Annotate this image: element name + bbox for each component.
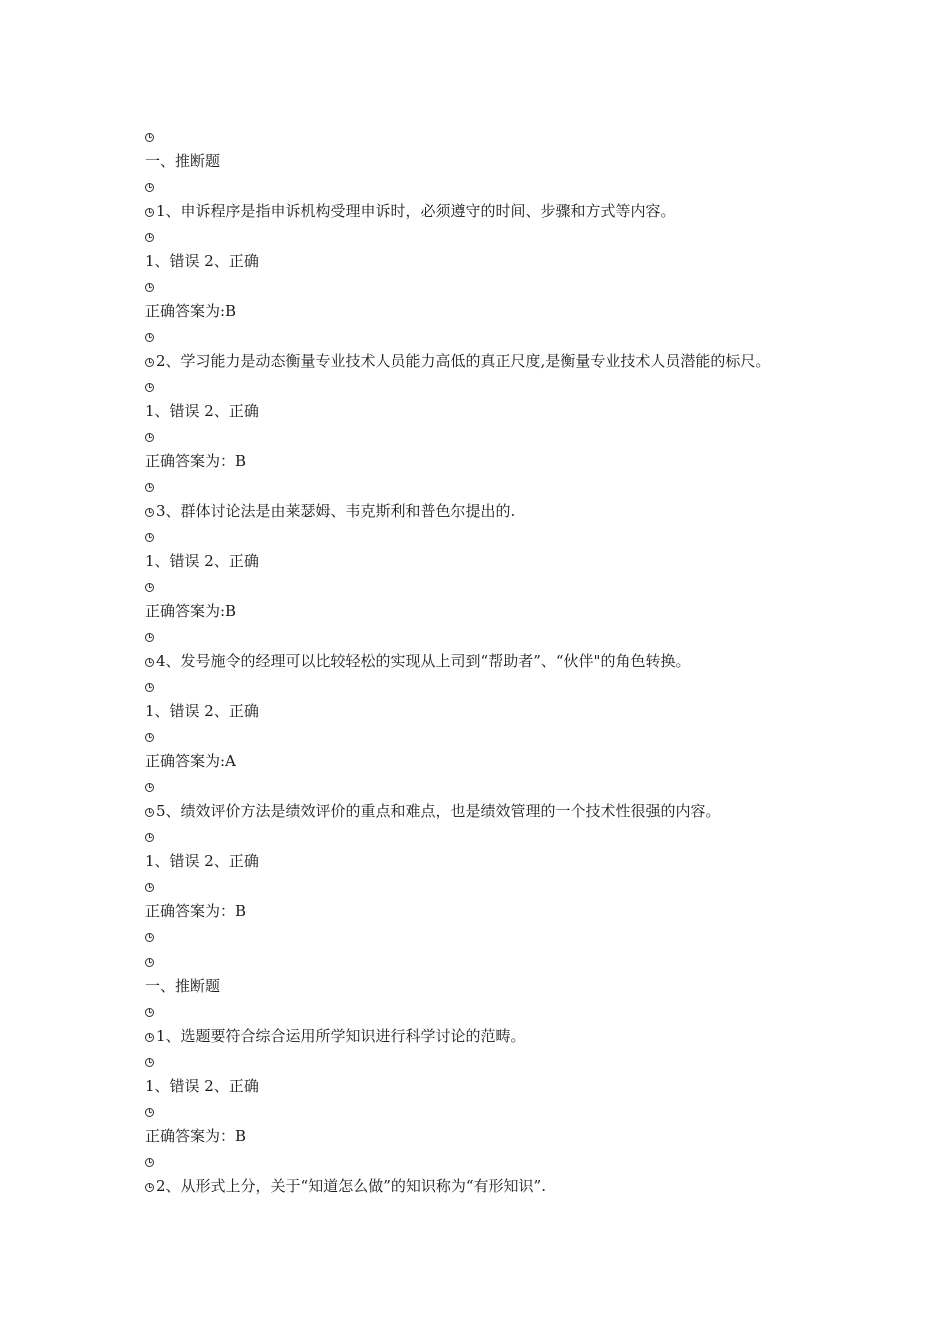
clock-icon [145,733,154,742]
question-answer: 正确答案为：B [145,452,247,470]
icon-line [145,874,815,899]
question-options: 1、错误 2、正确 [145,252,259,270]
clock-icon [145,658,154,667]
clock-icon [145,483,154,492]
clock-icon [145,1058,154,1067]
section-heading: 一、推断题 [145,152,221,170]
clock-icon [145,833,154,842]
clock-icon [145,583,154,592]
icon-line [145,1049,815,1074]
clock-icon [145,1158,154,1167]
question-options: 1、错误 2、正确 [145,402,259,420]
clock-icon [145,958,154,967]
clock-icon [145,208,154,217]
question-answer: 正确答案为:A [145,752,236,770]
icon-line [145,949,815,974]
icon-line [145,999,815,1024]
clock-icon [145,633,154,642]
question-text: 1、申诉程序是指申诉机构受理申诉时，必须遵守的时间、步骤和方式等内容。 [145,199,815,224]
clock-icon [145,1033,154,1042]
clock-icon [145,533,154,542]
icon-line [145,1149,815,1174]
icon-line [145,474,815,499]
icon-line [145,524,815,549]
section-heading: 一、推断题 [145,977,221,995]
question-text: 1、选题要符合综合运用所学知识进行科学讨论的范畴。 [145,1024,815,1049]
question-text: 2、从形式上分，关于“知道怎么做”的知识称为“有形知识”. [145,1174,815,1199]
clock-icon [145,808,154,817]
question-answer: 正确答案为:B [145,602,237,620]
icon-line [145,624,815,649]
clock-icon [145,883,154,892]
question-answer: 正确答案为：B [145,1127,247,1145]
icon-line [145,174,815,199]
icon-line [145,1099,815,1124]
clock-icon [145,783,154,792]
question-options: 1、错误 2、正确 [145,552,259,570]
clock-icon [145,133,154,142]
question-text: 3、群体讨论法是由莱瑟姆、韦克斯利和普色尔提出的. [145,499,815,524]
icon-line [145,824,815,849]
clock-icon [145,1108,154,1117]
question-options: 1、错误 2、正确 [145,852,259,870]
icon-line [145,674,815,699]
question-options: 1、错误 2、正确 [145,1077,259,1095]
clock-icon [145,358,154,367]
icon-line [145,574,815,599]
clock-icon [145,233,154,242]
question-text: 4、发号施令的经理可以比较轻松的实现从上司到“帮助者”、“伙伴"的角色转换。 [145,649,815,674]
clock-icon [145,183,154,192]
clock-icon [145,683,154,692]
clock-icon [145,1183,154,1192]
question-answer: 正确答案为:B [145,302,237,320]
icon-line [145,724,815,749]
clock-icon [145,283,154,292]
clock-icon [145,433,154,442]
icon-line [145,124,815,149]
question-text: 5、绩效评价方法是绩效评价的重点和难点，也是绩效管理的一个技术性很强的内容。 [145,799,815,824]
icon-line [145,224,815,249]
clock-icon [145,383,154,392]
clock-icon [145,1008,154,1017]
icon-line [145,424,815,449]
question-text: 2、学习能力是动态衡量专业技术人员能力高低的真正尺度,是衡量专业技术人员潜能的标尺。 [145,349,815,374]
question-answer: 正确答案为：B [145,902,247,920]
document-content [145,124,815,1199]
icon-line [145,374,815,399]
clock-icon [145,508,154,517]
clock-icon [145,933,154,942]
icon-line [145,924,815,949]
icon-line [145,774,815,799]
icon-line [145,274,815,299]
icon-line [145,324,815,349]
question-options: 1、错误 2、正确 [145,702,259,720]
clock-icon [145,333,154,342]
